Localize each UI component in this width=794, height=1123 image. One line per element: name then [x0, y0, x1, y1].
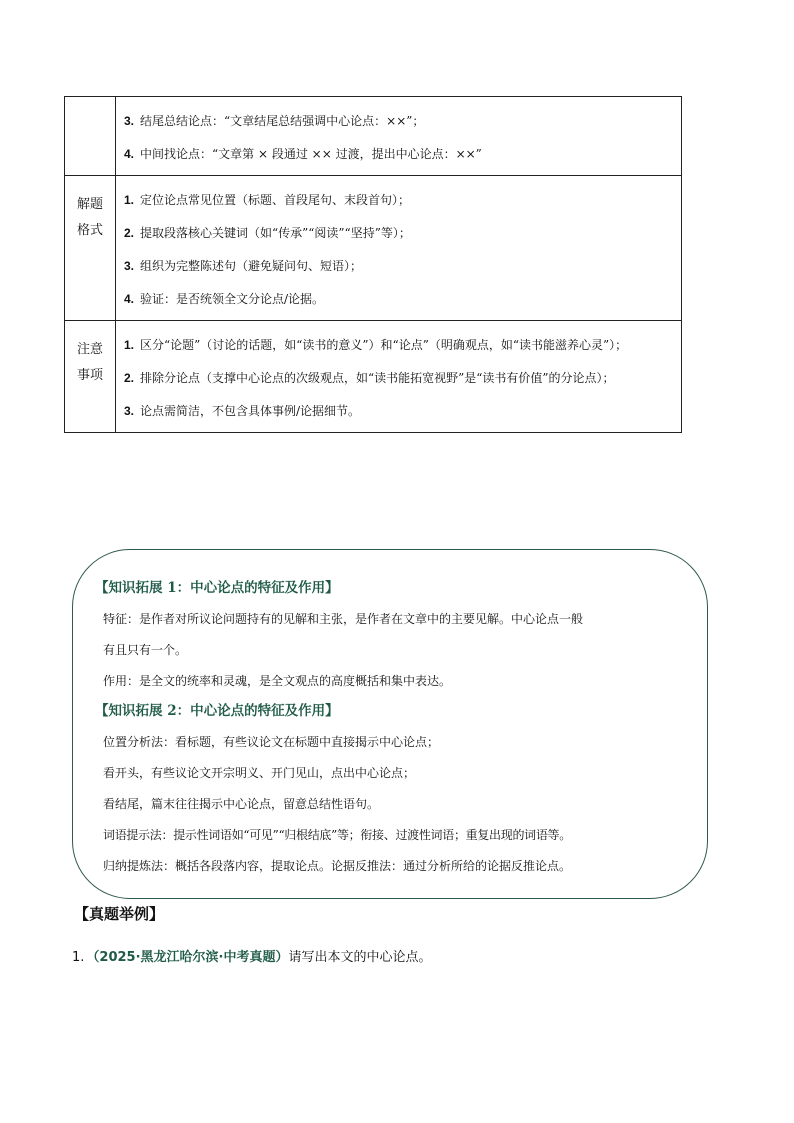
question-text: 请写出本文的中心论点。 — [288, 950, 432, 965]
feature-text: 特征：是作者对所议论问题持有的见解和主张，是作者在文章中的主要见解。中心论点一般 — [103, 612, 584, 626]
row-label-text: 解题格式 — [76, 197, 103, 238]
method-text: 归纳提炼法：概括各段落内容，提取论点。论据反推法：通过分析所给的论据反推论点。 — [103, 859, 572, 873]
list-item: 1. 定位论点常见位置（标题、首段尾句、末段首句）； — [124, 193, 411, 207]
method-text: 看开头，有些议论文开宗明义、开门见山，点出中心论点； — [103, 766, 416, 780]
row-label — [65, 176, 116, 321]
knowledge-heading: 【知识拓展 2：中心论点的特征及作用】 — [95, 703, 339, 719]
row-label-text: 注意事项 — [76, 342, 103, 383]
list-item: 2. 提取段落核心关键词（如“传承”“阅读”“坚持”等）； — [124, 226, 411, 240]
row-label — [65, 97, 116, 176]
row-content — [116, 176, 682, 321]
feature-text-cont: 有且只有一个。 — [103, 643, 188, 657]
list-item: 4. 验证：是否统领全文分论点/论据。 — [124, 292, 325, 306]
table-row — [65, 97, 682, 176]
knowledge-heading: 【知识拓展 1：中心论点的特征及作用】 — [95, 580, 339, 596]
table-row — [65, 321, 682, 433]
list-item: 3. 组织为完整陈述句（避免疑问句、短语）； — [124, 259, 363, 273]
method-text: 看结尾，篇末往往揭示中心论点，留意总结性语句。 — [103, 797, 380, 811]
method-text: 词语提示法：提示性词语如“可见”“归根结底”等；衔接、过渡性词语；重复出现的词语等。 — [103, 828, 571, 842]
question-source: （2025·黑龙江哈尔滨·中考真题） — [86, 950, 289, 965]
method-table — [64, 96, 682, 433]
table-row — [65, 176, 682, 321]
knowledge-box — [72, 549, 708, 899]
question-number: 1. — [72, 950, 85, 965]
question — [72, 946, 431, 965]
function-text: 作用：是全文的统率和灵魂，是全文观点的高度概括和集中表达。 — [103, 674, 452, 688]
row-content — [116, 97, 682, 176]
list-item: 3. 论点需简洁，不包含具体事例/论据细节。 — [124, 404, 361, 418]
list-item: 2. 排除分论点（支撑中心论点的次级观点，如“读书能拓宽视野”是“读书有价值”的分论点）； — [124, 371, 615, 385]
list-item: 1. 区分“论题”（讨论的话题，如“读书的意义”）和“论点”（明确观点，如“读书能滋养心灵”）； — [124, 338, 628, 352]
row-label — [65, 321, 116, 433]
method-text: 位置分析法：看标题，有些议论文在标题中直接揭示中心论点； — [103, 735, 440, 749]
list-item: 3. 结尾总结论点：“文章结尾总结强调中心论点：××”； — [124, 114, 425, 128]
row-content — [116, 321, 682, 433]
list-item: 4. 中间找论点：“文章第 × 段通过 ×× 过渡，提出中心论点：××” — [124, 147, 482, 161]
section-title: 【真题举例】 — [74, 905, 165, 923]
